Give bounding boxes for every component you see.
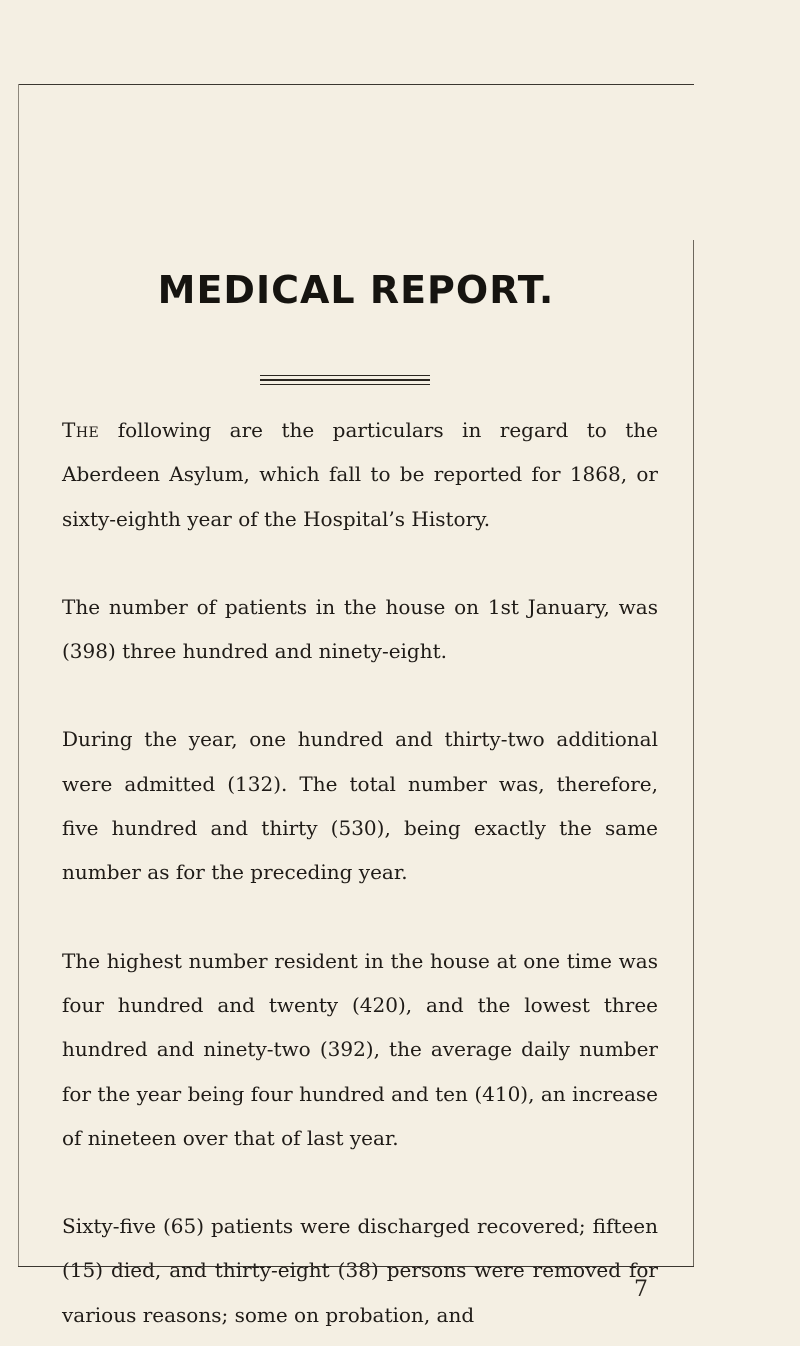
- page-left-border: [18, 84, 19, 1266]
- title-decorative-rule: [260, 375, 430, 385]
- page-bottom-rule: [18, 1266, 694, 1267]
- paragraph-text: following are the particulars in regard to the Aberdeen Asylum, which fall to be reported for 1868, or sixty-eighth year of the Hospital’s History.: [62, 418, 658, 531]
- paragraph-text: The number of patients in the house on 1st January, was (398) three hundred and ninety-eight.: [62, 594, 658, 664]
- page-title: MEDICAL REPORT.: [157, 268, 555, 312]
- paragraph-text: Sixty-five (65) patients were discharged recovered; fifteen (15) died, and thirty-eight (38) persons were removed for various reasons; some on probation, and: [62, 1214, 658, 1327]
- paragraph-4: [62, 939, 658, 1160]
- page-number: 7: [634, 1277, 648, 1302]
- report-body: [62, 408, 658, 1337]
- paragraph-3: [62, 717, 658, 894]
- paragraph-text: The highest number resident in the house at one time was four hundred and twenty (420), and the lowest three hundred and ninety-two (392), the average daily number for the year being four hundred and ten (410), an increase of nineteen over that of last year.: [62, 948, 658, 1150]
- paragraph-5: [62, 1204, 658, 1337]
- paragraph-lead: The: [62, 418, 100, 442]
- paragraph-2: [62, 585, 658, 674]
- page-top-rule: [18, 84, 694, 85]
- paragraph-text: During the year, one hundred and thirty-two additional were admitted (132). The total number was, therefore, five hundred and thirty (530), being exactly the same number as for the preceding year.: [62, 727, 658, 885]
- page-right-border: [693, 240, 694, 1266]
- paragraph-1: [62, 408, 658, 541]
